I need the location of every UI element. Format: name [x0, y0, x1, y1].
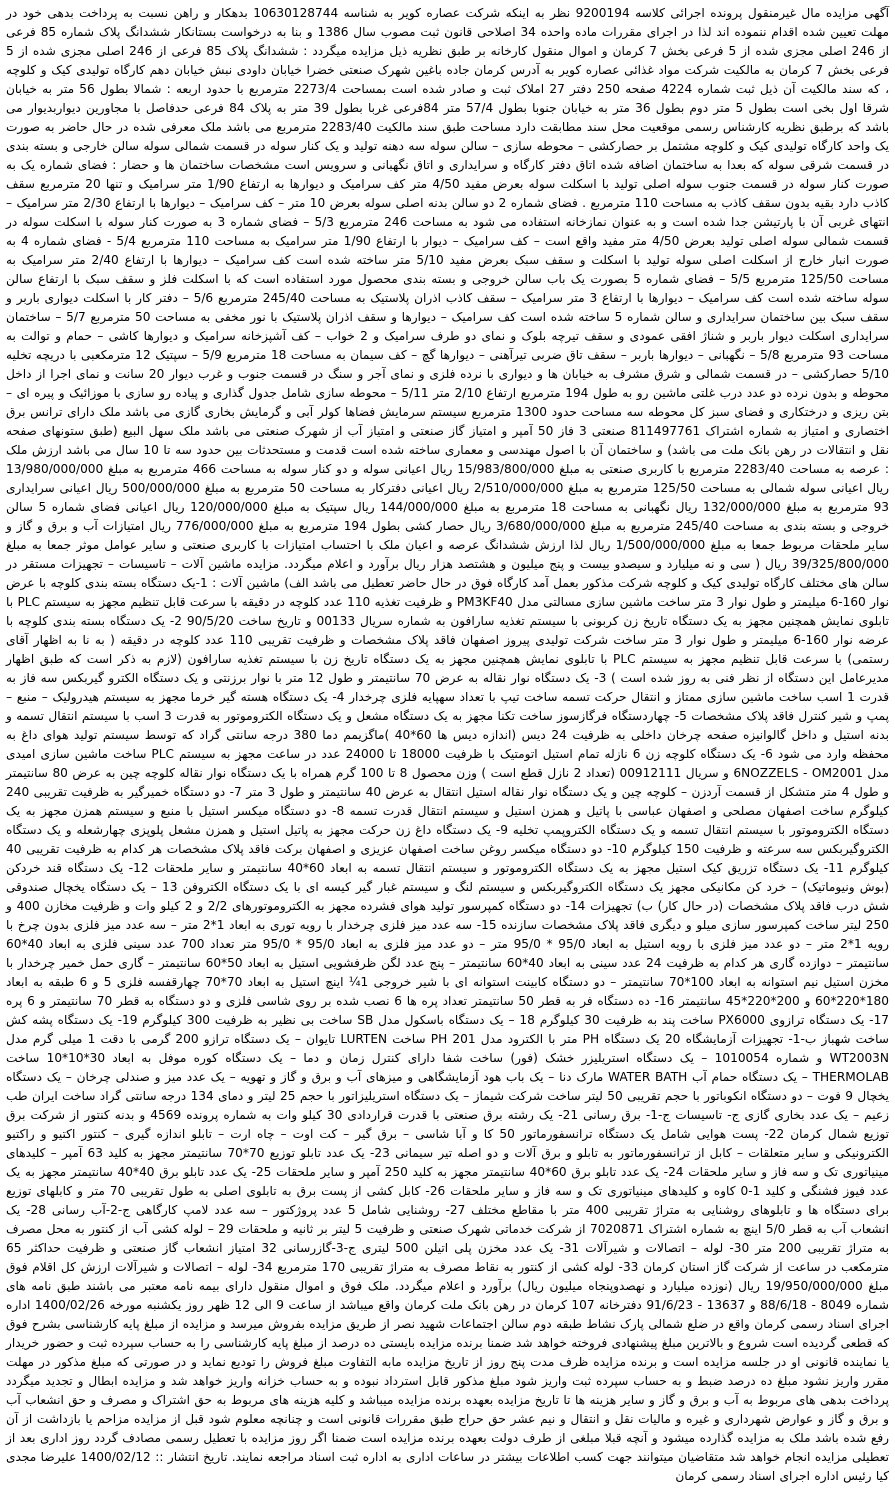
auction-notice-text: آگهی مزایده مال غیرمنقول پرونده اجرائی کلاسه 9200194 نظر به اینکه شرکت عصاره کویر به شناسه 10630128744 بدهکار و راهن نسبت به پرداخت بدهی خود در مهلت تعیین شده اقدام ننموده اند لذا در اجرای مقررات ماده واحده 34 اصلاحی قانون ثبت مصوب سال 1386 و بنا به درخواست بستانکار ششدانگ پلاک شماره 85 فرعی از 246 اصلی مجزی شده از 5 فرعی بخش 7 کرمان و اموال منقول کارخانه بر طبق نظریه ذیل مزایده میگردد : ششدانگ پلاک 85 فرعی از 246 اصلی مجزی شده از 5 فرعی بخش 7 کرمان به مالکیت شرکت مواد غذائی عصاره کویر به آدرس کرمان جاده باغین شهرک صنعتی خضرا خیابان داودی نبش خیابان دهم کارگاه تولیدی کیک و کلوچه ، که سند مالکیت آن ذیل ثبت شماره 4224 صفحه 250 دفتر 27 املاک ثبت و صادر شده است بمساحت 2273/4 مترمربع با حدود اربعه : شمالا بطول 56 متر به خیابان شرقا اول بخی است بطول 5 متر دوم بطول 36 متر به خیابان جنوبا بطول 57/4 متر 84فرعی غربا بطول 39 متر به پلاک 84 فرعی حدفاصل با مجاورین دیواربدیوار می باشد که برطبق نظریه کارشناس رسمی موقعیت محل سند مطابقت دارد مساحت طبق سند مالکیت 2283/40 مترمربع می باشد ملک معرفی شده در حال حاضر به صورت یک واحد کارگاه تولیدی کیک و کلوچه مشتمل بر حصارکشی – محوطه سازی – سالن سوله سه دهنه تولید و یک کنار سوله در قسمت شمالی سوله سالن خارجی و بسته بندی در قسمت شرقی سوله که بعدا به ساختمان اضافه شده اتاق دفتر کارگاه و سرایداری و اتاق نگهبانی و سرویس است مشخصات ساختمان ها و حضار : فضای شماره یک به صورت کنار سوله در قسمت جنوب سوله اصلی تولید با اسکلت سوله بعرض مفید 4/50 متر کف سرامیک و دیوارها به ارتفاع 1/90 متر سرامیک و تنها 20 مترمربع سقف کاذب دارد بقیه بدون سقف کاذب به مساحت 110 مترمربع . فضای شماره 2 دو سالن بدنه اصلی سوله بعرض 10 متر – کف سرامیک – دیوارها با ارتفاع 2/30 متر سرامیک – انتهای غربی آن با پارتیشن جدا شده است و به عنوان نمازخانه استفاده می شود به مساحت 246 مترمربع 5/3 – فضای شماره 3 به صورت کنار سوله با اسکلت سوله در قسمت شمالی سوله اصلی تولید بعرض 4/50 متر مفید واقع است – کف سرامیک – دیوار با ارتفاع 1/90 متر سرامیک به مساحت 110 مترمربع 5/4 - فضای شماره 4 به صورت انبار خارج از اسکلت اصلی سوله تولید با اسکلت و سقف سبک بعرض مفید 5/10 متر ساخته شده است کف سرامیک – دیوارها با ارتفاع 2/40 متر سرامیک به مساحت 125/50 مترمربع 5/5 – فضای شماره 5 بصورت یک باب سالن خروجی و بسته بندی محصول مورد استفاده است که با اسکلت فلز و سقف سبک با ارتفاع سالن سوله ساخته شده است کف سرامیک – دیوارها با ارتفاع 3 متر سرامیک – سقف کاذب اذران پلاستیک به مساحت 245/40 مترمربع 5/6 – دفتر کار با اسکلت دیواری باربر و سقف سبک بین ساختمان سرایداری و سالن شماره 5 ساخته شده است کف سرامیک – دیوارها و سقف اذران پلاستیک با نور مخفی به مساحت 50 مترمربع 5/7 – ساختمان سرایداری اسکلت دیوار باربر و شناژ افقی عمودی و سقف تیرچه بلوک و نمای دو طرف سرامیک و 2 خواب – کف آشپزخانه سرامیک و دیوارها کاشی – حمام و توالت به مساحت 93 مترمربع 5/8 – نگهبانی – دیوارها باربر – سقف تاق ضربی تیرآهنی – دیوارها گچ – کف سیمان به مساحت 18 مترمربع 5/9 – سپتیک 12 مترمکعبی با دریچه تخلیه 5/10 حصارکشی – در قسمت شمالی و شرق مشرف به خیابان ها و دیواری با نرده فلزی و نمای آجر و سنگ در قسمت جنوب و غرب دیوار 20 سانت و نمای اجرا از داخل محوطه و بدون نرده دو عدد درب غلتی ماشین رو به طول 194 مترمربع ارتفاع 2/10 متر 5/11 – محوطه سازی شامل جدول گذاری و پیاده رو سازی با موزائیک و پیره ای – بتن ریزی و درختکاری و فضای سبز کل محوطه سه مساحت حدود 1300 مترمربع سیستم سرمایش فضاها کولر آبی و گرمایش بخاری گازی می باشد ملک دارای ترانس برق اختصاری و امتیاز به شماره اشتراک 811497761 صنعتی 3 فاز 50 آمپر و امتیاز گاز صنعتی و امتیاز آب از شهرک صنعتی می باشد ملک سهل البیع (طبق ستونهای صفحه نقل و انتقالات در رهن بانک ملت می باشد) و ساختمان آن با اصول مهندسی و معماری ساخته شده است قدمت و مستحدثات بین حدود سه تا 10 سال می باشد ارزش ملک : عرصه به مساحت 2283/40 مترمربع با کاربری صنعتی به مبلغ 15/983/800/000 ریال اعیانی سوله و دو کنار سوله به مساحت 466 مترمربع به مبلغ 13/980/000/000 ریال اعیانی سوله شمالی به مساحت 125/50 مترمربع به مبلغ 2/510/000/000 ریال اعیانی دفترکار به مساحت 50 مترمربع به مبلغ 500/000/000 ریال اعیانی سرایداری 93 مترمربع به مبلغ 132/000/000 ریال نگهبانی به مساحت 18 مترمربع به مبلغ 144/000/000 ریال سپتیک به مبلغ 120/000/000 ریال اعیانی فضای شماره 5 سالن خروجی و بسته بندی به مساحت 245/40 مترمربع به مبلغ 3/680/000/000 ریال حصار کشی بطول 194 مترمربع به مبلغ 776/000/000 ریال امتیازات آب و برق و گاز و سایر ملحقات مربوط جمعا به مبلغ 1/500/000/000 ریال لذا ارزش ششدانگ عرصه و اعیان ملک با احتساب امتیازات با کاربری صنعتی و سایر عوامل موثر جمعا به مبلغ 39/325/800/000 ریال ( سی و نه میلیارد و سیصدو بیست و پنج میلیون و هشتصد هزار ریال برآورد و اعلام میگردد. مزایده ماشین آلات – تاسیسات – تجهیزات مستقر در سالن های مختلف کارگاه تولیدی کیک و کلوچه شرکت مذکور بعمل آمد کارگاه فوق در حال حاضر تعطیل می باشد الف) ماشین آلات : 1-یک دستگاه بسته بندی کلوچه با عرض نوار 160-6 میلیمتر و طول نوار 3 متر ساخت ماشین سازی مسالتی مدل PM3KF40 و ظرفیت تغذیه 110 عدد کلوچه در دقیقه با سرعت قابل تنظیم مجهز به سیستم PLC با تابلوی نمایش همچنین مجهز به یک دستگاه تاریخ زن کربونی با سیستم تغذیه سارافون به شماره سریال 00133 و تاریخ ساخت 90/5/20 2- یک دستگاه بسته بندی کلوچه با عرضه نوار 160-6 میلیمتر و طول نوار 3 متر ساخت شرکت تولیدی پیروز اصفهان فاقد پلاک مشخصات و ظرفیت تقریبی 110 عدد کلوچه در دقیقه ( به نا به اظهار آقای رستمی) با سرعت قابل تنظیم مجهز به سیستم PLC با تابلوی نمایش همچنین مجهز به یک دستگاه تاریخ زن با سیستم تغذیه سارافون (لازم به ذکر است که طبق اظهار مدیرعامل این دستگاه از نظر فنی به روز شده است ) 3- یک دستگاه نوار نقاله به عرض 70 سانتیمتر و طول 12 متر با نوار برزنتی و یک دستگاه الکترو گیربکس سه فاز به قدرت 1 اسب ساخت ماشین سازی ممتاز و انتقال حرکت تسمه ساخت تیپ با تعداد سهپایه فلزی چرخدار 4- یک دستگاه هسته گیر خرما مجهز به سیستم هیدرولیک – منبع – پمپ و شیر کنترل فاقد پلاک مشخصات 5- چهاردستگاه فرگازسوز ساخت تکنا مجهز به یک دستگاه مشعل و یک دستگاه الکتروموتور به قدرت 3 اسب با سیستم انتقال تسمه و بدنه استیل و داخل گالوانیزه صفحه چرخان داخلی به ظرفیت 24 دیس (اندازه دیس ها 60*40 )ماگزیمم دما 380 درجه سانتی گراد که توسط سیستم تولید هوای داغ به محفظه وارد می شود 6- یک دستگاه کلوچه زن 6 نازله تمام استیل اتومتیک با ظرفیت 18000 تا 24000 عدد در ساعت مجهز به سیستم PLC ساخت ماشین سازی امیدی مدل 6NOZZELS - OM2001 و سریال 00912111 (تعداد 2 نازل قطع است ) وزن محصول 8 تا 100 گرم همراه با یک دستگاه نوار نقاله کلوچه چین به عرض 80 سانتیمتر و طول 4 متر متشکل از قسمت آردزن – کلوچه چین و یک دستگاه نوار نقاله استیل انتقال به عرض 40 سانتیمتر و طول 3 متر 7- دو دستگاه خمیرگیر به ظرفیت تقریبی 240 کیلوگرم ساخت اصفهان مصلحی و اصفهان عباسی با پاتیل و همزن استیل و سیستم انتقال قدرت تسمه 8- دو دستگاه میکسر استیل با منبع و سیستم همزن مجهز به یک دستگاه الکتروموتور با سیستم انتقال تسمه و یک دستگاه الکتروپمپ تخلیه 9- یک دستگاه داغ زن حرکت مجهز به پاتیل استیل و همزن مشعل پلوپزی چهارشعله و یک دستگاه الکتروگیربکس سه سرعته و ظرفیت 150 کیلوگرم 10- دو دستگاه میکسر روغن ساخت اصفهان عزیزی و اصفهان برکت فاقد پلاک مشخصات هر کدام به ظرفیت تقریبی 40 کیلوگرم 11- یک دستگاه تزریق کیک استیل مجهز به یک دستگاه الکتروموتور و سیستم انتقال تسمه به ابعاد 60*40 سانتیمتر و سایر ملحقات 12- یک دستگاه قند خردکن (بوش ونیوماتیک) – خرد کن مکانیکی مجهز یک دستگاه الکتروگیربکس و سیستم لنگ و سیستم غبار گیر کیسه ای با یک دستگاه الکتروفن 13 – یک دستگاه یخچال صندوقی شش درب فاقد پلاک مشخصات (در حال کار) ب) تجهیزات 14- دو دستگاه کمپرسور تولید هوای فشرده مجهز به الکتروموتورهای 2/2 و 2 کیلو وات و ظرفیت مخازن 400 و 250 لیتر ساخت کمپرسور سازی میلو و دیگری فاقد پلاک مشخصات سازنده 15- سه عدد میز فلزی چرخدار با رویه توری به ابعاد 1*2 متر – سه عدد میز فلزی بدون چرخ با رویه 1*2 متر – دو عدد میز فلزی با رویه استیل به ابعاد 95/0 * 95/0 متر – دو عدد میز فلزی به ابعاد 95/0 * 95/0 متر تعداد 700 عدد سینی فلزی به ابعاد 40*60 سانتیمتر – دوازده گاری هر کدام به ظرفیت 24 عدد سینی به ابعاد 40*60 سانتیمتر – پنج عدد لگن ظرفشویی استیل به ابعاد 50*60 سانتیمتر – گاری حمل خمیر چرخدار با مخزن استیل نیم استوانه به ابعاد 100*70 سانتیمتر – دو دستگاه کابینت استوانه ای با شیر خروجی 1¼ اینچ استیل به ابعاد 70*70 چهارقفسه فلزی 5 و 6 طبقه به ابعاد 180*220*60 و 200*220*45 سانتیمتر 16- ده دستگاه فر به قطر 50 سانتیمتر تعداد پره ها 6 نصب شده بر روی شاسی فلزی و دو دستگاه به قطر 70 سانتیمتر و 6 پره 17- یک دستگاه ترازوی PX6000 ساخت پند به ظرفیت 30 کیلوگرم 18 – یک دستگاه باسکول مدل SB ساخت بی نظیر به ظرفیت 300 کیلوگرم 19- یک دستگاه پشه کش ساخت شهباز ب-1- تجهیزات آزمایشگاه 20 یک دستگاه PH متر با الکترود مدل PH 201 ساخت LURTEN تایوان – یک دستگاه ترازو 200 گرمی با دقت 1 میلی گرم مدل WT2003N و شماره 1010054 – یک دستگاه استریلیزر خشک (فور) ساخت شفا دارای کنترل زمان و دما – یک دستگاه کوره موفل به ابعاد 30*10*10 ساخت THERMOLAB – یک دستگاه حمام آب WATER BATH مارک دنا – یک باب هود آزمایشگاهی و میزهای آب و برق و گاز و تهویه – یک عدد میز و صندلی چرخان – یک دستگاه یخچال 9 فوت – دو دستگاه انکوباتور با حجم تقریبی 50 لیتر ساخت شرکت شیماز – یک دستگاه استریلیزاتور با حجم 25 لیتر و دمای 134 درجه سانتی گراد ساخت ایران طب زعیم – یک عدد بخاری گازی ج- تاسیسات ج-1- برق رسانی 21- یک رشته برق صنعتی با قدرت قراردادی 30 کیلو وات به شماره پرونده 4569 و بدنه کنتور از شرکت برق توزیع شمال کرمان 22- پست هوایی شامل یک دستگاه ترانسفورماتور 50 کا و آبا شاسی – برق گیر – کت اوت – چاه ارت – تابلو اندازه گیری – کنتور اکتیو و راکتیو الکترونیکی و سایر متعلقات – کابل از ترانسفورماتور به تابلو و برق آلات و دو اصله تیر سیمانی 23- یک عدد تابلو توزیع 70*70 سانتیمتر مجهز به کلید 63 آمپر – کلیدهای مینیاتوری تک و سه فاز و سایر ملحقات 24- یک عدد تابلو برق 60*40 سانتیمتر مجهز به کلید 250 آمپر و سایر ملحقات 25- یک عدد تابلو برق 40*40 سانتیمتر مجهز به یک عدد فیوز فشنگی و کلید 1-0 کاوه و کلیدهای مینیاتوری تک و سه فاز و سایر ملحقات 26- کابل کشی از پست برق به تابلوی اصلی به طول تقریبی 70 متر و کابلهای توزیع برای دستگاه ها و تابلوهای روشنایی به متراژ تقریبی 400 متر با مقاطع مختلف 27- روشنایی شامل 5 عدد پروژکتور – سه عدد لامپ کارگاهی ج-2-آب رسانی 28- یک انشعاب آب به قطر 5/0 اینچ به شماره اشتراک 7020871 از شرکت خدماتی شهرک صنعتی و ظرفیت 5 لیتر بر ثانیه و ملحقات 29 – لوله کشی آب از کنتور به محل مصرف به متراژ تقریبی 200 متر 30- لوله – اتصالات و شیرآلات 31- یک عدد مخزن پلی اتیلن 500 لیتری ج-3-گازرسانی 32 امتیاز انشعاب گاز صنعتی و ظرفیت حداکثر 65 مترمکعب در ساعت از شرکت گاز استان کرمان 33- لوله کشی از کنتور به نقاط مصرف به متراژ تقریبی 170 مترمربع 34- لوله – اتصالات و شیرآلات ارزش کل اقلام فوق مبلغ 19/950/000/000 ریال (نوزده میلیارد و نهصدوپنجاه میلیون ریال) برآورد و اعلام میگردد. ملک فوق و اموال منقول دارای بیمه نامه معتبر می باشند طبق نامه های شماره 8049 - 88/6/18 و 13637 - 91/6/23 دفترخانه 107 کرمان در رهن بانک ملت کرمان واقع میباشد از ساعت 9 الی 12 ظهر روز یکشنبه مورخه 1400/02/26 اداره اجرای اسناد رسمی کرمان واقع در ضلع شمالی پارک نشاط طبقه دوم سالن اجتماعات شهید نصر از طریق مزایده بفروش میرسد و مزایده از مبلغ پایه کارشناسی بشرح فوق که قطعی گردیده است شروع و بالاترین مبلغ پیشنهادی فروخته خواهد شد ضمنا برنده مزایده بایستی ده درصد از مبلغ پایه کارشناسی را به حساب سپرده ثبت و حضور خریدار یا نماینده قانونی او در جلسه مزایده است و برنده مزایده ظرف مدت پنج روز از تاریخ مزایده مابه التفاوت مبلغ فروش را تودیع نماید و در صورتی که مبلغ مذکور در مهلت مقرر واریز نشود مبلغ ده درصد ضبط و به حساب سپرده ثبت واریز شود مبلغ مذکور قابل استرداد نبوده و به حساب خزانه واریز خواهد شد و مزایده ابطال و تجدید میگردد پرداخت بدهی های مربوط به آب و برق و گاز و سایر هزینه ها تا تاریخ مزایده بعهده برنده مزایده میباشد و کلیه هزینه های مربوط به حق اشتراک و مصرف و حق انشعاب آب و برق و گاز و عوارض شهرداری و غیره و مالیات نقل و انتقال و نیم عشر حق حراج طبق مقررات قانونی است و چنانچه معلوم شود قبل از مزایده مزاحم یا بازداشت از آن رفع شده باشد ملک به مزایده گذارده میشود و آنچه قبلا مبلغی از طرف دولت بعهده برنده مزایده است ضمنا اگر روز مزایده با تعطیل رسمی مصادف گردد روز اداری بعد از تعطیلی مزایده انجام خواهد شد متقاضیان میتوانند جهت کسب اطلاعات بیشتر در ساعات اداری به اداره ثبت اسناد مراجعه نمایند. تاریخ انتشار :: 1400/02/12 علیرضا مجدی کیا رئیس اداره اجرای اسناد رسمی کرمان	[6, 6, 890, 1483]
